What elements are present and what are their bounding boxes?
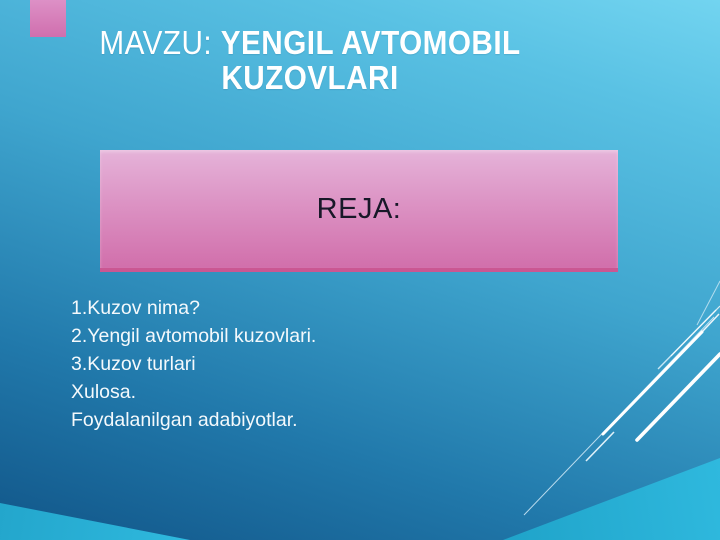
agenda-items [71,294,316,434]
slide-title-line2: KUZOVLARI [221,59,399,96]
reja-box [100,150,618,272]
title-emphasis: YENGIL AVTOMOBIL [220,24,521,61]
agenda-item: 3.Kuzov turlari [71,353,196,375]
slide-title [74,25,546,95]
agenda-item: 2.Yengil avtomobil kuzovlari. [71,325,317,347]
title-prefix: MAVZU: [99,24,221,61]
agenda-item: Xulosa. [71,381,137,403]
slide-title-line1 [74,25,546,60]
agenda-item: Foydalanilgan adabiyotlar. [71,409,298,431]
reja-label: REJA: [316,192,402,225]
agenda-item: 1.Kuzov nima? [71,297,200,319]
agenda-list [71,294,316,434]
